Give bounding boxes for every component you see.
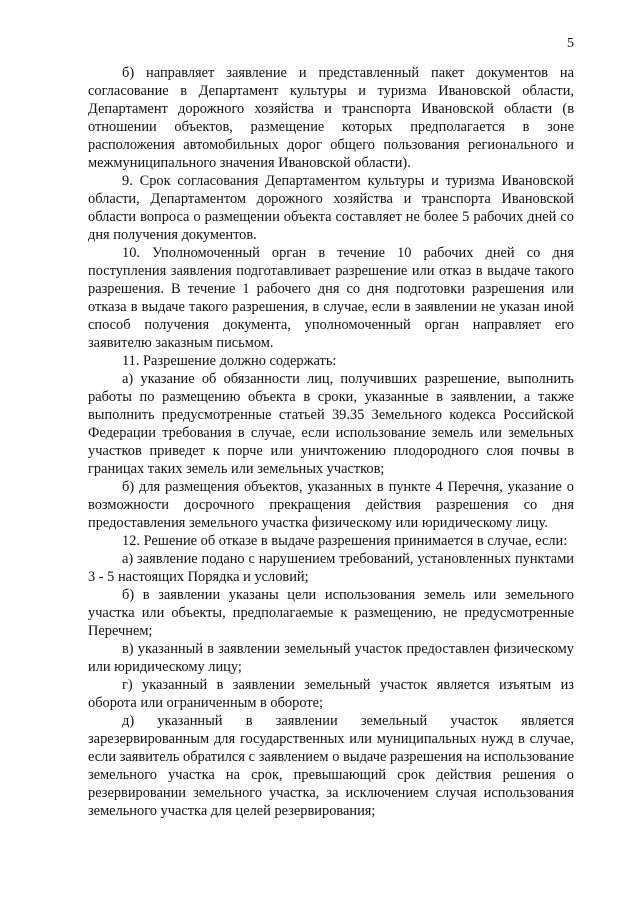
- page-number: 5: [567, 36, 574, 51]
- paragraph-12a-violation: а) заявление подано с нарушением требований, установленных пунктами 3 - 5 настоящих Порядка и условий;: [88, 551, 574, 585]
- paragraph-item-b-send-for-approval: б) направляет заявление и представленный пакет документов на согласование в Департамент культуры и туризма Ивановской области, Департамент дорожного хозяйства и транспорта Ивановской области (в отношении объектов, размещение которых предполагается в зоне расположения автомобильных дорог общего пользования регионального и межмуниципального значения Ивановской области).: [88, 65, 574, 171]
- paragraph-12g-withdrawn-plot: г) указанный в заявлении земельный участок является изъятым из оборота или ограниченным в обороте;: [88, 677, 574, 711]
- paragraph-12v-plot-provided: в) указанный в заявлении земельный участок предоставлен физическому или юридическому лицу;: [88, 641, 574, 675]
- document-body: [88, 64, 574, 820]
- paragraph-10-authorized-body: 10. Уполномоченный орган в течение 10 рабочих дней со дня поступления заявления подготавливает разрешение или отказ в выдаче такого разрешения. В течение 1 рабочего дня со дня подготовки разрешения или отказа в выдаче такого разрешения, в случае, если в заявлении не указан иной способ получения документа, уполномоченный орган направляет его заявителю заказным письмом.: [88, 245, 574, 351]
- paragraph-9-approval-period: 9. Срок согласования Департаментом культуры и туризма Ивановской области, Департаментом дорожного хозяйства и транспорта Ивановской области вопроса о размещении объекта составляет не более 5 рабочих дней со дня получения документов.: [88, 173, 574, 243]
- paragraph-11b-early-termination: б) для размещения объектов, указанных в пункте 4 Перечня, указание о возможности досрочного прекращения действия разрешения со дня предоставления земельного участка физическому или юридическому лицу.: [88, 479, 574, 531]
- paragraph-11a-obligations: а) указание об обязанности лиц, получивших разрешение, выполнить работы по размещению объекта в сроки, указанные в заявлении, а также выполнить предусмотренные статьей 39.35 Земельного кодекса Российской Федерации требования в случае, если использование земель или земельных участков приведет к порче или уничтожению плодородного слоя почвы в границах таких земель или земельных участков;: [88, 371, 574, 477]
- paragraph-12d-reserved-plot: д) указанный в заявлении земельный участок является зарезервированным для государственных или муниципальных нужд в случае, если заявитель обратился с заявлением о выдаче разрешения на использование земельного участка на срок, превышающий срок действия решения о резервировании земельного участка, за исключением случая использования земельного участка для целей резервирования;: [88, 713, 574, 819]
- paragraph-11-permit-contents: 11. Разрешение должно содержать:: [122, 353, 337, 369]
- paragraph-12b-purposes: б) в заявлении указаны цели использования земель или земельного участка или объекты, предполагаемые к размещению, не предусмотренные Перечнем;: [88, 587, 574, 639]
- paragraph-12-refusal: 12. Решение об отказе в выдаче разрешения принимается в случае, если:: [122, 533, 568, 549]
